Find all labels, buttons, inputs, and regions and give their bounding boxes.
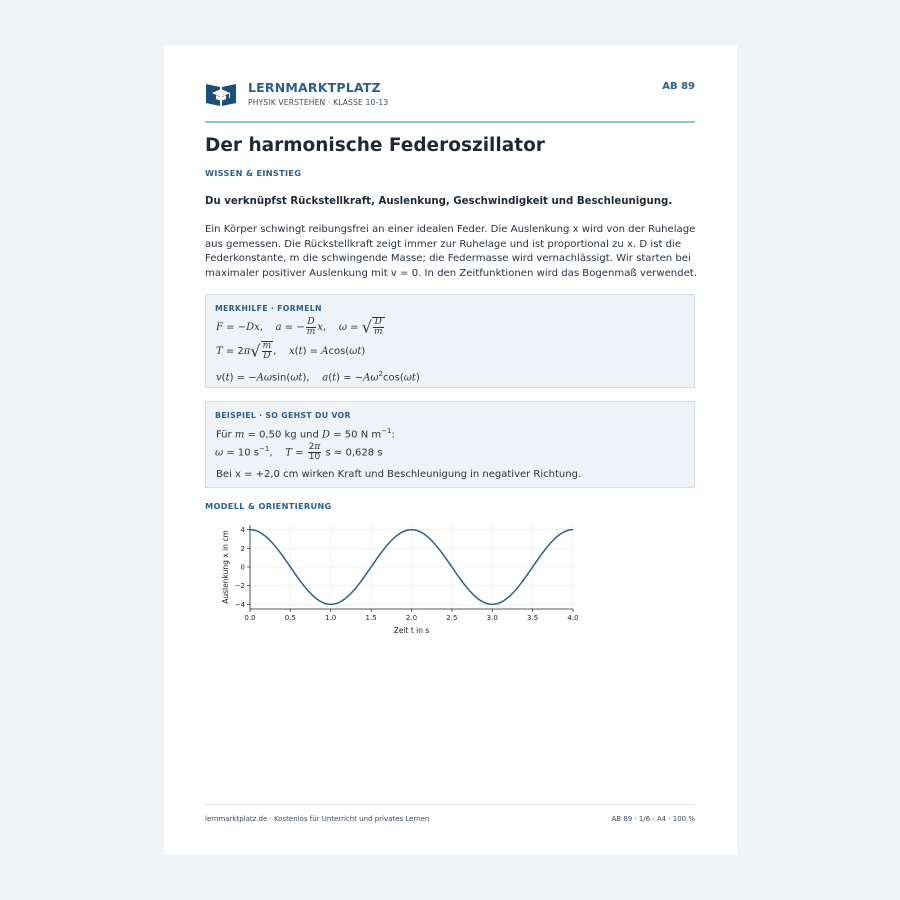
y-tick-label: 4 — [240, 526, 245, 535]
x-tick-label: 1.5 — [365, 614, 377, 622]
x-tick-label: 0.5 — [284, 614, 296, 622]
formula-line-3: v(t) = −Aωsin(ωt), $a(t) = -A\omega^2\cos(\omega t)$ — [216, 370, 420, 384]
section-label-intro: WISSEN & EINSTIEG — [205, 168, 302, 178]
page-header — [205, 79, 695, 123]
example-box — [205, 401, 695, 488]
lead-text: Du verknüpfst Rückstellkraft, Auslenkung, Geschwindigkeit und Beschleunigung. — [205, 196, 673, 207]
footer-divider — [205, 804, 695, 805]
x-tick-label: 3.5 — [527, 614, 539, 622]
example-line-2: ω = 10 $s^{-1}$, T = $\frac{2\pi}{10}$ s ≈ 0,628 s — [215, 442, 383, 462]
formula-line-2: T = 2π√ $\frac{m}{D}$ , x(t) = Acos(ωt) — [216, 341, 366, 361]
example-conclusion: Bei x = +2,0 cm wirken Kraft und Beschleunigung in negativer Richtung. — [216, 469, 582, 480]
x-tick-label: 2.5 — [446, 614, 458, 622]
brand-name: LERNMARKTPLATZ — [248, 80, 381, 95]
formula-box-label: MERKHILFE · FORMELN — [215, 304, 322, 313]
page-title: Der harmonische Federoszillator — [205, 135, 545, 156]
oscillation-chart — [204, 517, 584, 637]
body-paragraph: Ein Körper schwingt reibungsfrei an einer idealen Feder. Die Auslenkung x wird von der Ruhelage aus gemessen. Die Rückstellkraft zeigt immer zur Ruhelage und ist proportional zu x. D ist die Federkonstante, m die schwingende Masse; die Federmasse wird vernachlässigt. Wir starten bei maximaler positiver Auslenkung mit v = 0. In den Zeitfunktionen wird das Bogenmaß verwendet. — [205, 224, 697, 279]
y-tick-label: −2 — [234, 582, 245, 591]
x-tick-label: 1.0 — [325, 614, 337, 622]
y-tick-label: 0 — [240, 563, 245, 572]
footer-right: AB 89 · 1/6 · A4 · 100 % — [611, 815, 695, 823]
x-tick-label: 2.0 — [405, 614, 418, 622]
example-line-1: Für m = 0,50 kg und D = 50 N $m^{-1}$: — [216, 427, 395, 441]
y-tick-label: −4 — [234, 600, 245, 609]
x-axis-label: Zeit t in s — [393, 626, 430, 635]
formula-line-1: F = −Dx, a = − $\frac{D}{m}$ x, ω = √ $\frac{D}{m}$ — [216, 316, 383, 337]
x-tick-label: 0.0 — [244, 614, 256, 622]
worksheet-code: AB 89 — [662, 81, 695, 92]
worksheet-page — [164, 45, 737, 855]
y-tick-label: 2 — [240, 544, 245, 553]
footer-left: lernmarktplatz.de · Kostenlos für Unterricht und privates Lernen — [205, 815, 430, 823]
header-divider — [205, 121, 695, 123]
y-axis-label: Auslenkung x in cm — [221, 530, 230, 604]
x-tick-label: 4.0 — [567, 614, 579, 622]
chart-grid — [250, 525, 573, 609]
example-box-label: BEISPIEL · SO GEHST DU VOR — [215, 411, 351, 420]
x-tick-label: 3.0 — [486, 614, 498, 622]
book-mortarboard-icon — [205, 81, 237, 107]
formula-box — [205, 294, 695, 388]
section-label-model: MODELL & ORIENTIERUNG — [205, 501, 332, 511]
brand-subtitle: PHYSIK VERSTEHEN · KLASSE 10-13 — [248, 98, 389, 107]
